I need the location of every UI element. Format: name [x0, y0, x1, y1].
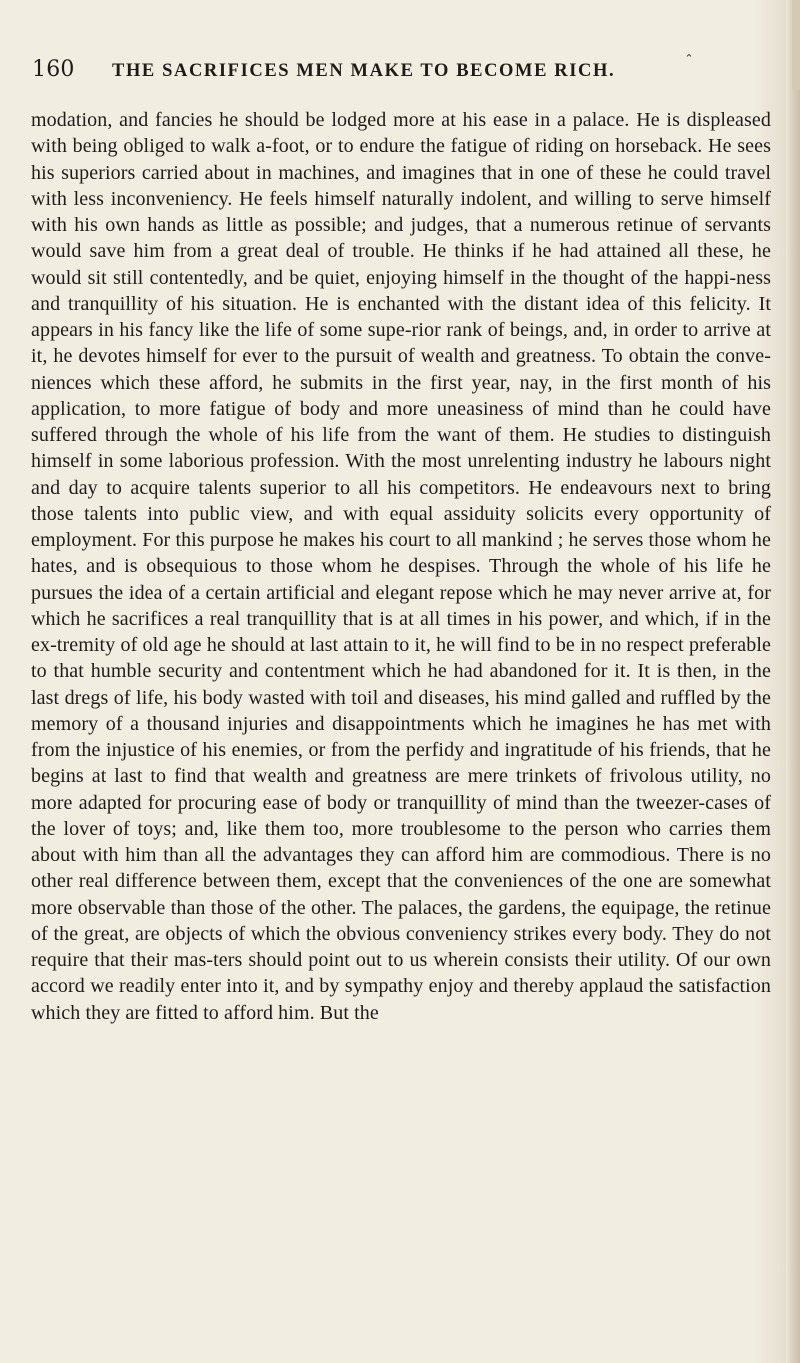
- body-paragraph: modation, and fancies he should be lodged more at his ease in a palace. He is displeased with being obliged to walk a-foot, or to endure the fatigue of riding on horseback. He sees his superiors carried about in machines, and imagines that in one of these he could travel with less inconveniency. He feels himself naturally indolent, and willing to serve himself with his own hands as little as possible; and judges, that a numerous retinue of servants would save him from a great deal of trouble. He thinks if he had attained all these, he would sit still contentedly, and be quiet, enjoying himself in the thought of the happi-ness and tranquillity of his situation. He is enchanted with the distant idea of this felicity. It appears in his fancy like the life of some supe-rior rank of beings, and, in order to arrive at it, he devotes himself for ever to the pursuit of wealth and greatness. To obtain the conve-niences which these afford, he submits in the first year, nay, in the first month of his application, to more fatigue of body and more uneasiness of mind than he could have suffered through the whole of his life from the want of them. He studies to distinguish himself in some laborious profession. With the most unrelenting industry he labours night and day to acquire talents superior to all his competitors. He endeavours next to bring those talents into public view, and with equal assiduity solicits every opportunity of employment. For this purpose he makes his court to all mankind ; he serves those whom he hates, and is obsequious to those whom he despises. Through the whole of his life he pursues the idea of a certain artificial and elegant repose which he may never arrive at, for which he sacrifices a real tranquillity that is at all times in his power, and which, if in the ex-tremity of old age he should at last attain to it, he will find to be in no respect preferable to that humble security and contentment which he had abandoned for it. It is then, in the last dregs of life, his body wasted with toil and diseases, his mind galled and ruffled by the memory of a thousand injuries and disappointments which he imagines he has met with from the injustice of his enemies, or from the perfidy and ingratitude of his friends, that he begins at last to find that wealth and greatness are mere trinkets of frivolous utility, no more adapted for procuring ease of body or tranquillity of mind than the tweezer-cases of the lover of toys; and, like them too, more troublesome to the person who carries them about with him than all the advantages they can afford him are commodious. There is no other real difference between them, except that the conveniences of the one are somewhat more observable than those of the other. The palaces, the gardens, the equipage, the retinue of the great, are objects of which the obvious conveniency strikes every body. They do not require that their mas-ters should point out to us wherein consists their utility. Of our own accord we readily enter into it, and by sympathy enjoy and thereby applaud the satisfaction which they are fitted to afford him. But the: [31, 109, 771, 1024]
- page-edge-mark: [792, 0, 800, 90]
- running-title: THE SACRIFICES MEN MAKE TO BECOME RICH.: [112, 61, 616, 81]
- page-header: [32, 53, 772, 87]
- page-number: 160: [32, 57, 75, 82]
- page-edge: [786, 0, 800, 1363]
- printer-mark-icon: ⌃: [684, 52, 694, 65]
